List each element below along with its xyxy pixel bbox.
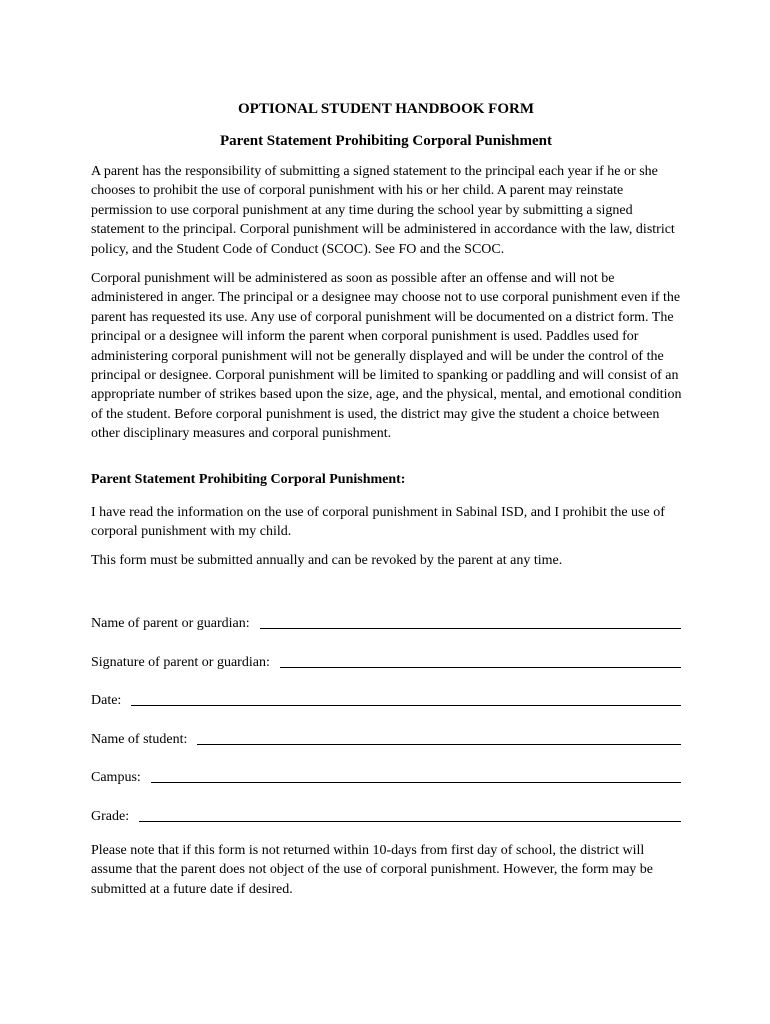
grade-label: Grade: xyxy=(91,809,130,824)
parent-signature-field[interactable] xyxy=(91,649,681,671)
policy-paragraph: Corporal punishment will be administered as soon as possible after an offense and will not be administered in anger. The principal or a designee may choose not to use corporal punishment even if the parent has requested its use. Any use of corporal punishment will be documented on a district form. The principal or a designee will inform the parent when corporal punishment is used. Paddles used for administering corporal punishment will not be generally displayed and will be under the control of the principal or designee. Corporal punishment will be limited to spanking or paddling and will consist of an appropriate number of strikes based upon the size, age, and the physical, mental, and emotional condition of the student. Before corporal punishment is used, the district may give the student a choice between other disciplinary measures and corporal punishment. xyxy=(91,271,682,442)
parent-name-field[interactable] xyxy=(91,610,681,632)
student-name-field[interactable] xyxy=(91,726,681,748)
form-title: OPTIONAL STUDENT HANDBOOK FORM xyxy=(237,101,534,117)
parent-signature-line[interactable] xyxy=(280,666,681,668)
form-subtitle: Parent Statement Prohibiting Corporal Punishment xyxy=(220,133,552,149)
statement-text: I have read the information on the use of corporal punishment in Sabinal ISD, and I prohibit the use of corporal punishment with my child. xyxy=(91,505,665,540)
closing-note: Please note that if this form is not returned within 10-days from first day of school, the district will assume that the parent does not object of the use of corporal punishment. However, the form may be submitted at a future date if desired. xyxy=(91,843,653,897)
date-label: Date: xyxy=(91,693,122,708)
date-field[interactable] xyxy=(91,687,681,709)
parent-signature-label: Signature of parent or guardian: xyxy=(91,655,270,670)
student-name-label: Name of student: xyxy=(91,732,188,747)
intro-paragraph: A parent has the responsibility of submitting a signed statement to the principal each year if he or she chooses to prohibit the use of corporal punishment with his or her child. A parent may reinstate permission to use corporal punishment at any time during the school year by submitting a signed statement to the principal. Corporal punishment will be administered in accordance with the law, district policy, and the Student Code of Conduct (SCOC). See FO and the SCOC. xyxy=(91,164,675,257)
grade-line[interactable] xyxy=(139,820,681,822)
student-name-line[interactable] xyxy=(197,743,681,745)
parent-name-line[interactable] xyxy=(260,627,681,629)
campus-field[interactable] xyxy=(91,764,681,786)
campus-label: Campus: xyxy=(91,770,141,785)
statement-heading: Parent Statement Prohibiting Corporal Punishment: xyxy=(91,472,406,487)
date-line[interactable] xyxy=(131,704,681,706)
grade-field[interactable] xyxy=(91,803,681,825)
annual-note: This form must be submitted annually and can be revoked by the parent at any time. xyxy=(91,553,563,568)
parent-name-label: Name of parent or guardian: xyxy=(91,616,250,631)
campus-line[interactable] xyxy=(151,781,681,783)
